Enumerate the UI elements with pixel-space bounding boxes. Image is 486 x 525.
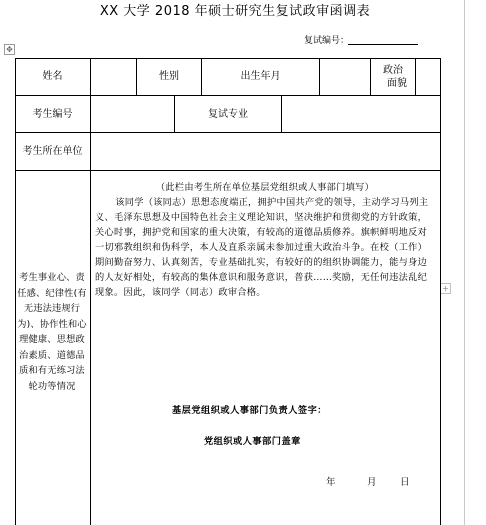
date-year: 年: [326, 477, 336, 488]
unit-value-cell[interactable]: [91, 133, 440, 170]
serial-number-underline: [348, 44, 418, 45]
birth-label: 出生年月: [240, 71, 281, 82]
political-value-cell[interactable]: [416, 58, 440, 95]
political-label-line-2: 面貌: [387, 78, 407, 89]
seal-label: 党组织或人事部门盖章: [204, 436, 301, 447]
evaluation-criteria-label: 考生事业心、责任感、纪律性(有无违法违规行为)、协作性和心理健康、思想政治素质、道德品质和有无练习法轮功等情况: [17, 272, 87, 392]
leader-signature-label: 基层党组织或人事部门负责人签字：: [172, 405, 327, 416]
serial-number-label: 复试编号：: [304, 36, 350, 46]
major-value-cell[interactable]: [282, 96, 440, 132]
table-move-handle-icon[interactable]: ✥: [4, 44, 15, 55]
add-column-icon[interactable]: +: [440, 283, 451, 294]
evaluation-paragraph: 该同学（该同志）思想态度端正，拥护中国共产党的领导，主动学习马列主义、毛泽东思想及中国特色社会主义理论知识，坚决维护和贯彻党的方针政策，关心时事，拥护党和国家的重大决策，有较高的道德品质修养。旗帜鲜明地反对一切邪教组织和伪科学，本人及直系亲属未参加过重大政治斗争。在校（工作）期间勤奋努力、认真刻苦，专业基础扎实，有较好的的组织协调能力，能与身边的人友好相处，有较高的集体意识和服务意识，普获……奖励，无任何违法乱纪现象。因此，该同学（同志）政审合格。: [95, 197, 429, 298]
name-value-cell[interactable]: [91, 58, 136, 95]
exam-number-value-cell[interactable]: [91, 96, 174, 132]
date-month: 月: [367, 477, 377, 488]
political-label-line-1: 政治: [383, 65, 403, 76]
document-title: XX 大学 2018 年硕士研究生复试政审函调表: [99, 4, 371, 19]
exam-number-label: 考生编号: [32, 108, 73, 120]
table-line: [440, 58, 441, 525]
gender-label: 性别: [159, 71, 179, 82]
name-label: 姓名: [42, 71, 63, 82]
evaluation-content[interactable]: [95, 180, 435, 300]
table-line: [15, 170, 440, 171]
fill-instruction-note: （此栏由考生所在单位基层党组织或人事部门填写）: [155, 182, 375, 193]
birth-value-cell[interactable]: [320, 58, 370, 95]
unit-label: 考生所在单位: [22, 146, 83, 157]
political-label: [371, 60, 415, 94]
page-edge: [464, 0, 465, 525]
major-label: 复试专业: [208, 108, 248, 120]
date-day: 日: [400, 477, 410, 488]
